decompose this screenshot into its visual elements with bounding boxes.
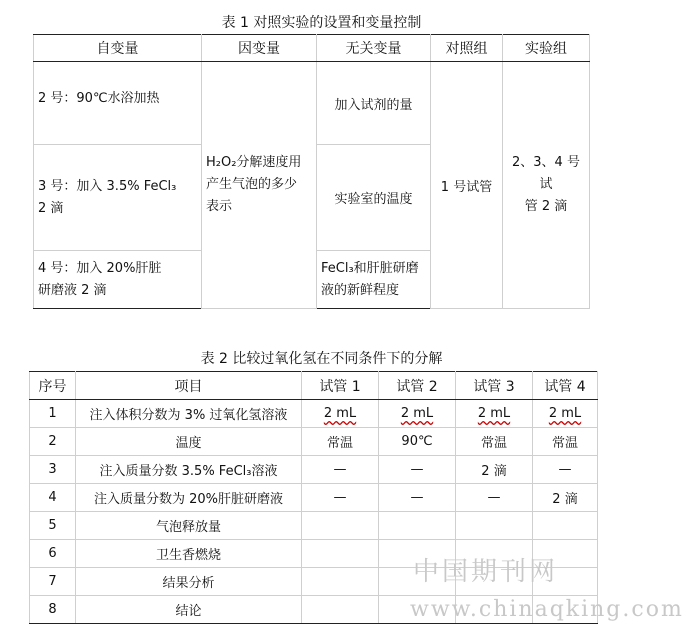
t2-cell-text: 2 mL bbox=[400, 406, 434, 421]
table1-header-row bbox=[34, 35, 590, 62]
t2-header-tube2: 试管 2 bbox=[379, 372, 456, 400]
t2-cell-tube4 bbox=[533, 512, 598, 540]
table1-caption: 表 1 对照实验的设置和变量控制 bbox=[221, 15, 422, 31]
t2-header-tube4: 试管 4 bbox=[533, 372, 598, 400]
table-row bbox=[30, 456, 598, 484]
t2-cell-tube3: 常温 bbox=[456, 428, 533, 456]
t1-independent-3 bbox=[34, 251, 202, 309]
t2-cell-tube2: 90℃ bbox=[379, 428, 456, 456]
t2-cell-tube3: — bbox=[456, 484, 533, 512]
t2-cell-item: 气泡释放量 bbox=[76, 512, 302, 540]
t1-irrelevant-3 bbox=[317, 251, 431, 309]
t2-cell-tube1: 常温 bbox=[302, 428, 379, 456]
t1-dependent-line: 表示 bbox=[206, 199, 233, 214]
t2-cell-item: 卫生香燃烧 bbox=[76, 540, 302, 568]
t2-cell-no: 4 bbox=[30, 484, 76, 512]
t2-cell-tube3 bbox=[456, 512, 533, 540]
t2-cell-tube1 bbox=[302, 568, 379, 596]
t2-cell-tube4: 2 滴 bbox=[533, 484, 598, 512]
t1-irrelevant-3-line: 液的新鲜程度 bbox=[321, 282, 400, 298]
t2-cell-tube3 bbox=[456, 400, 533, 428]
t2-cell-item: 注入质量分数为 20%肝脏研磨液 bbox=[76, 484, 302, 512]
t2-cell-tube1 bbox=[302, 596, 379, 624]
t2-cell-no: 3 bbox=[30, 456, 76, 484]
table-row bbox=[34, 62, 590, 145]
t2-cell-no: 7 bbox=[30, 568, 76, 596]
t2-cell-no: 5 bbox=[30, 512, 76, 540]
t2-cell-item: 注入质量分数 3.5% FeCl₃溶液 bbox=[76, 456, 302, 484]
t2-cell-tube2: — bbox=[379, 456, 456, 484]
t1-irrelevant-2: 实验室的温度 bbox=[317, 145, 431, 251]
t2-cell-no: 8 bbox=[30, 596, 76, 624]
t2-header-tube1: 试管 1 bbox=[302, 372, 379, 400]
t1-experiment-line: 2、3、4 号试 bbox=[512, 155, 580, 192]
table-row bbox=[30, 512, 598, 540]
t1-irrelevant-1: 加入试剂的量 bbox=[317, 62, 431, 145]
t1-independent-2-line: 2 滴 bbox=[38, 200, 64, 216]
t1-header-experiment: 实验组 bbox=[503, 35, 590, 62]
t1-header-dependent: 因变量 bbox=[202, 35, 317, 62]
t2-cell-tube2 bbox=[379, 512, 456, 540]
t1-dependent-line: H₂O₂分解速度用 bbox=[206, 155, 302, 170]
table-row bbox=[30, 428, 598, 456]
t1-independent-2-line: 3 号：加入 3.5% FeCl₃ bbox=[38, 178, 177, 194]
t1-control: 1 号试管 bbox=[431, 62, 503, 309]
t2-cell-no: 1 bbox=[30, 400, 76, 428]
t2-cell-no: 2 bbox=[30, 428, 76, 456]
t1-dependent bbox=[202, 62, 317, 309]
t1-header-irrelevant: 无关变量 bbox=[317, 35, 431, 62]
t2-cell-tube1 bbox=[302, 540, 379, 568]
t2-cell-tube4 bbox=[533, 400, 598, 428]
t2-cell-tube2: — bbox=[379, 484, 456, 512]
t2-cell-tube1: — bbox=[302, 484, 379, 512]
t2-cell-text: 2 mL bbox=[548, 406, 582, 421]
t2-header-tube3: 试管 3 bbox=[456, 372, 533, 400]
t1-header-independent: 自变量 bbox=[34, 35, 202, 62]
t1-experiment-line: 管 2 滴 bbox=[524, 199, 568, 214]
t2-header-item: 项目 bbox=[76, 372, 302, 400]
t2-cell-tube1 bbox=[302, 400, 379, 428]
t1-experiment bbox=[503, 62, 590, 309]
t2-cell-item: 结论 bbox=[76, 596, 302, 624]
t1-independent-2 bbox=[34, 145, 202, 251]
table1 bbox=[33, 34, 590, 309]
t2-cell-tube1: — bbox=[302, 456, 379, 484]
t2-cell-no: 6 bbox=[30, 540, 76, 568]
table-row bbox=[30, 484, 598, 512]
t2-cell-text: 2 mL bbox=[477, 406, 511, 421]
table2-caption: 表 2 比较过氧化氢在不同条件下的分解 bbox=[200, 351, 443, 367]
t2-header-no: 序号 bbox=[30, 372, 76, 400]
t2-cell-tube3: 2 滴 bbox=[456, 456, 533, 484]
t1-header-control: 对照组 bbox=[431, 35, 503, 62]
t2-cell-tube4: 常温 bbox=[533, 428, 598, 456]
t2-cell-text: 2 mL bbox=[323, 406, 357, 421]
t1-independent-3-line: 4 号：加入 20%肝脏 bbox=[38, 260, 162, 276]
table-row bbox=[30, 400, 598, 428]
watermark-name: 中国期刊网 bbox=[413, 557, 559, 587]
t1-dependent-line: 产生气泡的多少 bbox=[206, 177, 298, 192]
t2-cell-tube4: — bbox=[533, 456, 598, 484]
t1-irrelevant-3-line: FeCl₃和肝脏研磨 bbox=[321, 260, 419, 276]
t2-cell-tube2 bbox=[379, 400, 456, 428]
t2-cell-item: 注入体积分数为 3% 过氧化氢溶液 bbox=[76, 400, 302, 428]
t1-independent-3-line: 研磨液 2 滴 bbox=[38, 282, 107, 298]
watermark-url: www.chinaqking.com bbox=[410, 597, 684, 622]
t2-cell-item: 结果分析 bbox=[76, 568, 302, 596]
t1-independent-1: 2 号：90℃水浴加热 bbox=[34, 62, 202, 145]
t2-cell-item: 温度 bbox=[76, 428, 302, 456]
table2-header-row bbox=[30, 372, 598, 400]
t2-cell-tube1 bbox=[302, 512, 379, 540]
